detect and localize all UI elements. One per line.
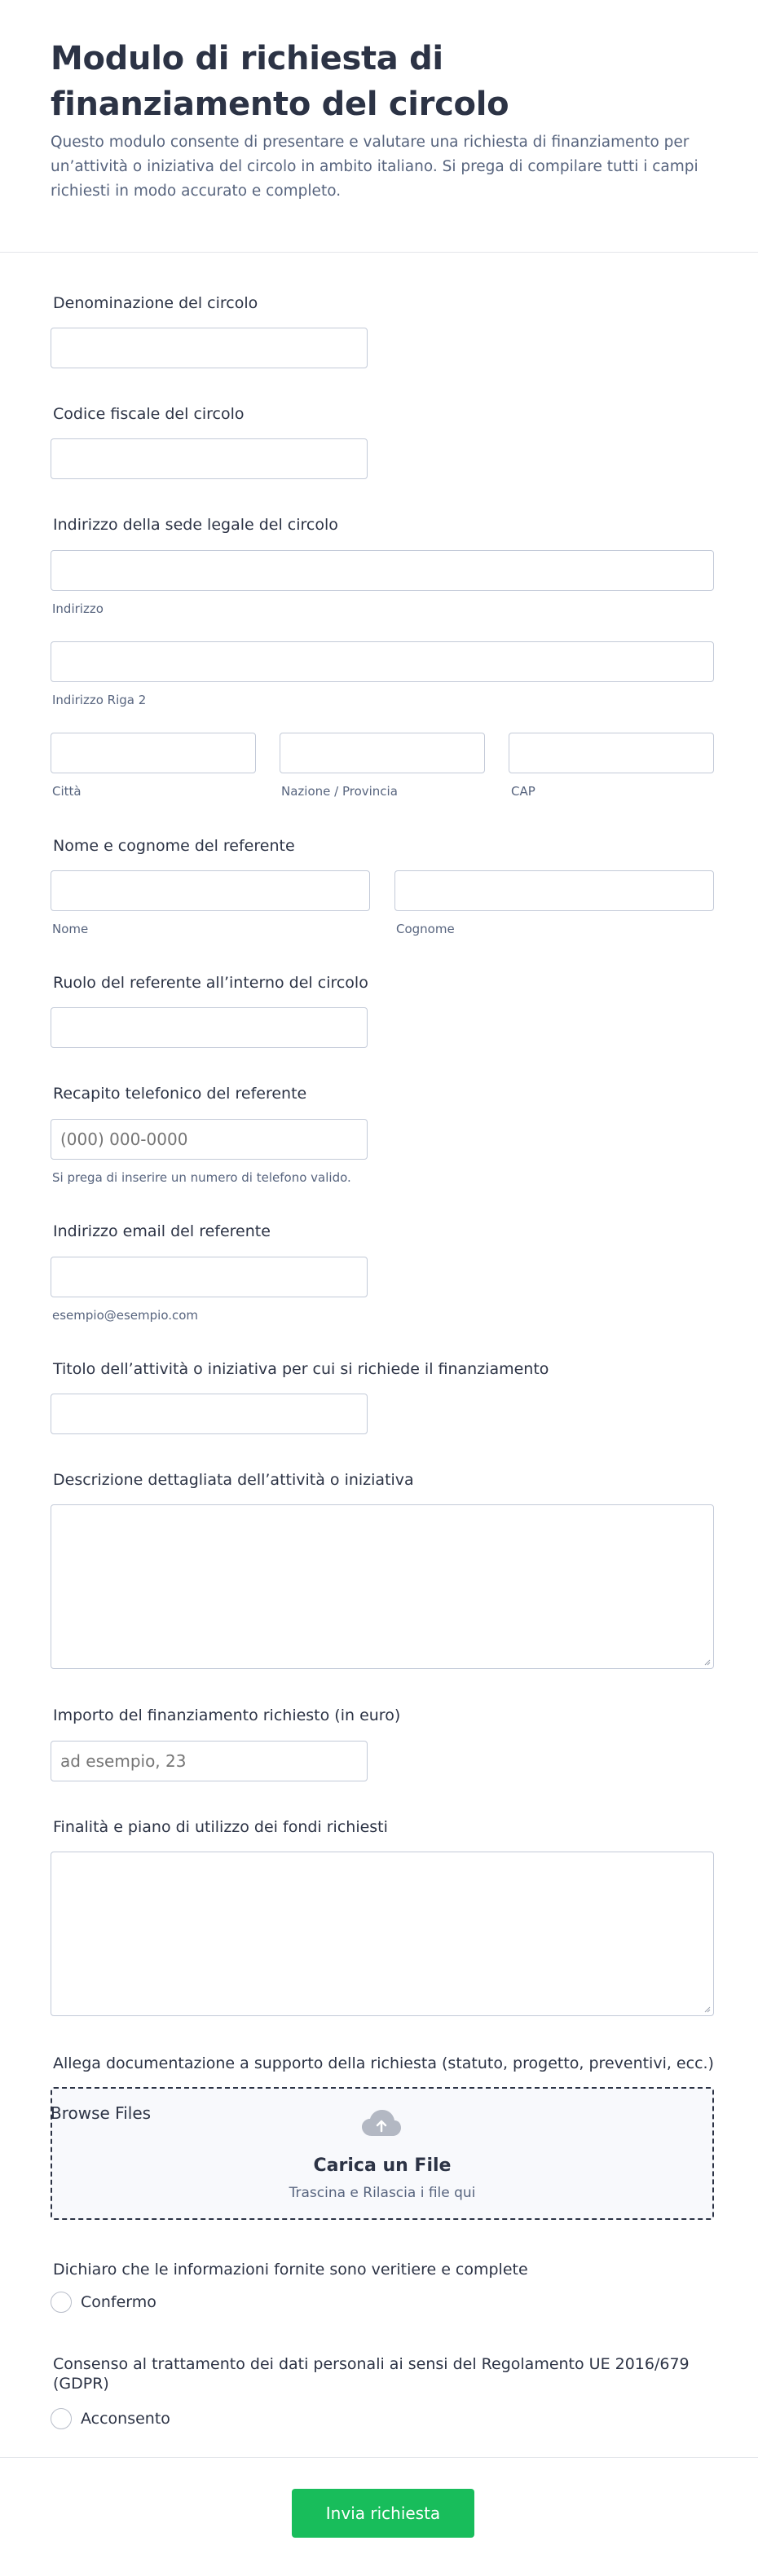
submit-button[interactable]: Invia richiesta <box>292 2489 474 2538</box>
codice-fiscale-input[interactable] <box>51 438 368 479</box>
field-referente <box>51 836 295 856</box>
telefono-sublabel: Si prega di inserire un numero di telefono valido. <box>52 1170 351 1185</box>
citta-input[interactable] <box>51 733 256 773</box>
titolo-input[interactable] <box>51 1394 368 1434</box>
nome-sublabel: Nome <box>52 922 89 936</box>
field-finalita <box>51 1817 388 1837</box>
cognome-input[interactable] <box>394 870 714 911</box>
acconsento-radio[interactable] <box>51 2408 72 2429</box>
indirizzo-line2-sublabel: Indirizzo Riga 2 <box>52 693 147 707</box>
ruolo-input[interactable] <box>51 1007 368 1048</box>
confermo-radio[interactable] <box>51 2292 72 2313</box>
telefono-label: Recapito telefonico del referente <box>53 1085 307 1103</box>
field-denominazione <box>51 293 258 313</box>
footer-divider <box>0 2457 758 2458</box>
field-descrizione <box>51 1470 414 1490</box>
browse-files-button[interactable]: Browse Files <box>51 2103 152 2123</box>
citta-sublabel: Città <box>52 784 82 799</box>
field-consenso <box>51 2354 690 2393</box>
denominazione-label: Denominazione del circolo <box>53 294 258 312</box>
referente-label: Nome e cognome del referente <box>53 837 295 855</box>
upload-title: Carica un File <box>313 2155 452 2176</box>
indirizzo-line1-input[interactable] <box>51 550 714 591</box>
consenso-label-line1: Consenso al trattamento dei dati personali ai sensi del Regolamento UE 2016/679 <box>53 2355 690 2373</box>
titolo-label: Titolo dell’attività o iniziativa per cui si richiede il finanziamento <box>53 1360 549 1378</box>
importo-input[interactable] <box>51 1741 368 1781</box>
form-description: Questo modulo consente di presentare e valutare una richiesta di finanziamento per un’attività o iniziativa del circolo in ambito italiano. Si prega di compilare tutti i campi richiesti in modo accurato e completo. <box>51 134 699 200</box>
field-codice-fiscale <box>51 404 245 424</box>
field-importo <box>51 1706 400 1725</box>
field-ruolo <box>51 973 368 993</box>
dichiarazione-label: Dichiaro che le informazioni fornite sono veritiere e complete <box>53 2261 528 2279</box>
ruolo-label: Ruolo del referente all’interno del circolo <box>53 974 368 992</box>
field-telefono <box>51 1084 306 1103</box>
denominazione-input[interactable] <box>51 328 368 368</box>
resize-handle-icon[interactable] <box>703 2005 711 2013</box>
form-header <box>0 0 758 253</box>
email-label: Indirizzo email del referente <box>53 1222 271 1240</box>
field-allegati <box>51 2054 714 2073</box>
resize-handle-icon[interactable] <box>703 1658 711 1666</box>
acconsento-label[interactable]: Acconsento <box>81 2410 170 2428</box>
confermo-label[interactable]: Confermo <box>81 2293 156 2311</box>
codice-fiscale-label: Codice fiscale del circolo <box>53 405 245 423</box>
field-indirizzo <box>51 515 338 535</box>
allegati-label: Allega documentazione a supporto della richiesta (statuto, progetto, preventivi, ecc.) <box>53 2054 714 2072</box>
nome-input[interactable] <box>51 870 370 911</box>
upload-subtitle: Trascina e Rilascia i file qui <box>289 2185 476 2201</box>
consenso-label-line2: (GDPR) <box>53 2375 109 2393</box>
field-titolo <box>51 1359 549 1379</box>
field-dichiarazione <box>51 2260 528 2279</box>
form-title: Modulo di richiesta di finanziamento del circolo <box>51 40 509 123</box>
cloud-upload-icon <box>360 2108 403 2141</box>
indirizzo-line2-input[interactable] <box>51 641 714 682</box>
indirizzo-label: Indirizzo della sede legale del circolo <box>53 516 338 534</box>
descrizione-label: Descrizione dettagliata dell’attività o iniziativa <box>53 1471 414 1489</box>
email-sublabel: esempio@esempio.com <box>52 1308 199 1323</box>
descrizione-textarea[interactable] <box>51 1504 714 1669</box>
file-upload-dropzone[interactable] <box>51 2087 714 2220</box>
provincia-input[interactable] <box>280 733 485 773</box>
cognome-sublabel: Cognome <box>396 922 455 936</box>
provincia-sublabel: Nazione / Provincia <box>281 784 398 799</box>
finalita-textarea[interactable] <box>51 1852 714 2016</box>
indirizzo-line1-sublabel: Indirizzo <box>52 601 104 616</box>
importo-label: Importo del finanziamento richiesto (in euro) <box>53 1706 401 1724</box>
cap-sublabel: CAP <box>511 784 535 799</box>
email-input[interactable] <box>51 1257 368 1297</box>
cap-input[interactable] <box>509 733 714 773</box>
telefono-input[interactable] <box>51 1119 368 1160</box>
finalita-label: Finalità e piano di utilizzo dei fondi richiesti <box>53 1818 388 1836</box>
field-email <box>51 1222 271 1241</box>
